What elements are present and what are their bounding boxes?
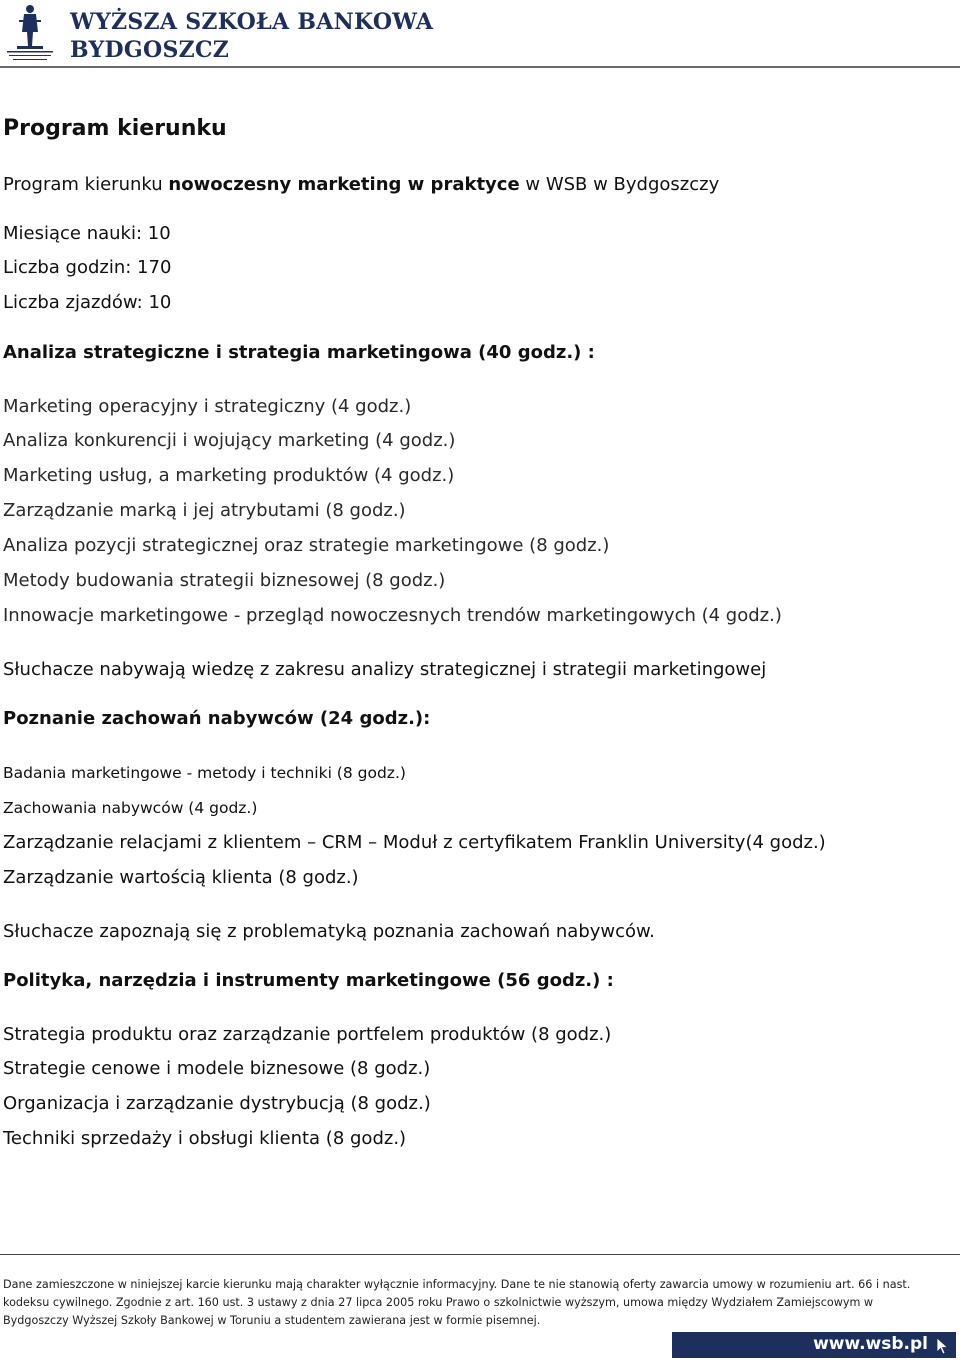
section-summary: Słuchacze nabywają wiedzę z zakresu analizy strategicznej i strategii marketingowej [3,659,767,680]
intro-prefix: Program kierunku [3,174,169,195]
list-item: Analiza pozycji strategicznej oraz strategie marketingowe (8 godz.) [3,535,610,556]
list-item: Zarządzanie wartością klienta (8 godz.) [3,867,359,888]
list-item: Analiza konkurencji i wojujący marketing (4 godz.) [3,430,456,451]
page-title: Program kierunku [3,116,227,141]
list-item: Innowacje marketingowe - przegląd nowoczesnych trendów marketingowych (4 godz.) [3,605,782,626]
list-item: Marketing usług, a marketing produktów (4 godz.) [3,465,455,486]
program-name: nowoczesny marketing w praktyce [168,174,520,195]
section-heading: Polityka, narzędzia i instrumenty marketingowe (56 godz.) : [3,970,614,991]
list-item: Techniki sprzedaży i obsługi klienta (8 godz.) [3,1128,407,1149]
school-name [70,8,433,64]
list-item: Organizacja i zarządzanie dystrybucją (8 godz.) [3,1093,431,1114]
footer-divider [0,1254,960,1255]
website-banner[interactable] [672,1332,956,1358]
list-item: Badania marketingowe - metody i techniki (8 godz.) [3,764,406,782]
section-heading: Poznanie zachowań nabywców (24 godz.): [3,708,431,729]
disclaimer-line: Dane zamieszczone w niniejszej karcie kierunku mają charakter wyłącznie informacyjny. Dane te nie stanowią oferty zawarcia umowy w rozumieniu art. 66 i nast. [3,1278,911,1291]
website-link[interactable]: www.wsb.pl [813,1334,928,1354]
header-divider [0,66,960,68]
disclaimer-line: Bydgoszczy Wyższej Szkoły Bankowej w Toruniu a studentem zawierana jest w formie pisemnej. [3,1314,541,1327]
list-item: Zarządzanie marką i jej atrybutami (8 godz.) [3,500,406,521]
legal-disclaimer [3,1276,943,1330]
list-item: Strategie cenowe i modele biznesowe (8 godz.) [3,1058,431,1079]
school-name-line1: WYŻSZA SZKOŁA BANKOWA [70,9,434,35]
cursor-arrow-icon [936,1337,950,1355]
meetings-info: Liczba zjazdów: 10 [3,292,172,313]
list-item: Zachowania nabywców (4 godz.) [3,799,258,817]
page-header [0,0,960,66]
months-info: Miesiące nauki: 10 [3,223,171,244]
disclaimer-line: kodeksu cywilnego. Zgodnie z art. 160 ust. 3 ustawy z dnia 27 lipca 2005 roku Prawo o szkolnictwie wyższym, umowa między Wydziałem Zamiejscowym w [3,1296,874,1309]
list-item: Marketing operacyjny i strategiczny (4 godz.) [3,396,412,417]
school-name-line2: BYDGOSZCZ [70,37,230,63]
section-heading: Analiza strategiczne i strategia marketingowa (40 godz.) : [3,342,595,363]
hours-info: Liczba godzin: 170 [3,257,172,278]
list-item: Metody budowania strategii biznesowej (8 godz.) [3,570,446,591]
section-summary: Słuchacze zapoznają się z problematyką poznania zachowań nabywców. [3,921,655,942]
intro-suffix: w WSB w Bydgoszczy [519,174,720,195]
intro-line [3,174,719,195]
list-item: Strategia produktu oraz zarządzanie portfelem produktów (8 godz.) [3,1024,612,1045]
list-item: Zarządzanie relacjami z klientem – CRM – Moduł z certyfikatem Franklin University(4 godz.) [3,832,826,853]
wsb-emblem-icon [5,2,55,64]
